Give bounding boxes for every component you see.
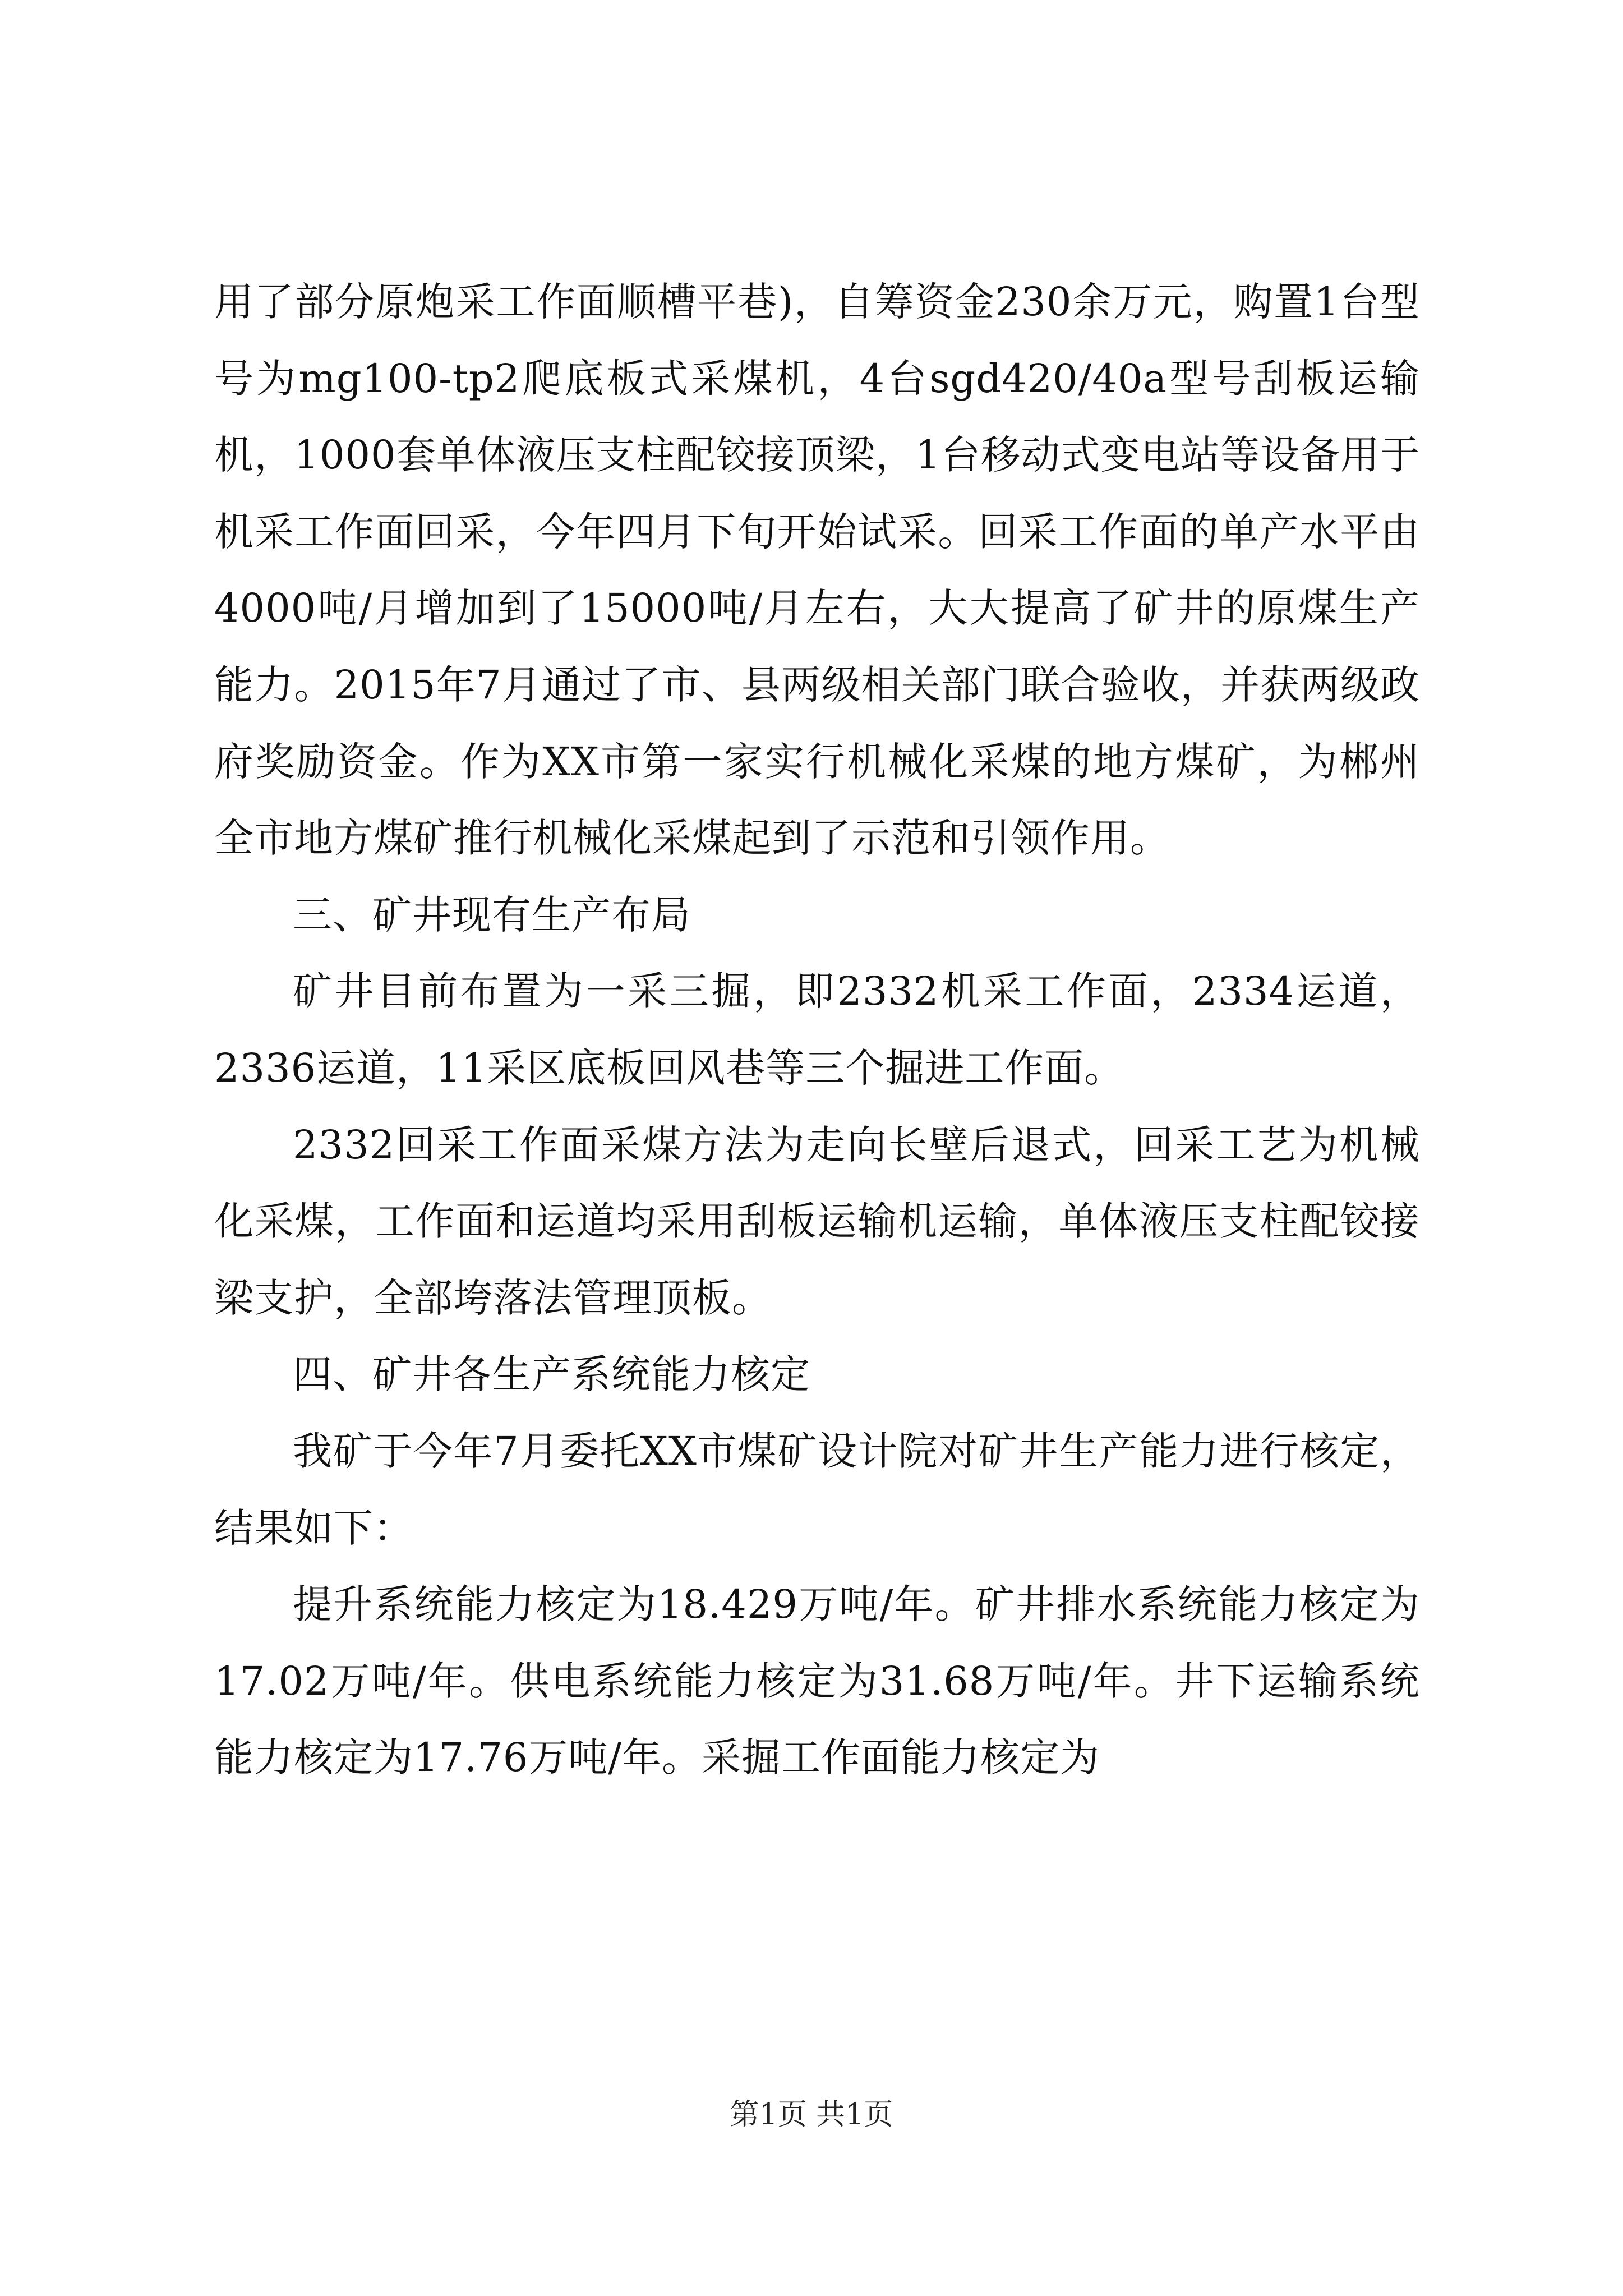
page-footer: 第1页 共1页 xyxy=(730,2098,893,2132)
document-body xyxy=(214,264,1420,1796)
paragraph-layout: 矿井目前布置为一采三掘，即2332机采工作面，2334运道，2336运道，11采区底板回风巷等三个掘进工作面。 xyxy=(214,968,1420,1091)
paragraph-continuation: 用了部分原炮采工作面顺槽平巷)，自筹资金230余万元，购置1台型号为mg100-tp2爬底板式采煤机，4台sgd420/40a型号刮板运输机，1000套单体液压支柱配铰接顶梁，1台移动式变电站等设备用于机采工作面回采，今年四月下旬开始试采。回采工作面的单产水平由4000吨/月增加到了15000吨/月左右，大大提高了矿井的原煤生产能力。2015年7月通过了市、县两级相关部门联合验收，并获两级政府奖励资金。作为XX市第一家实行机械化采煤的地方煤矿，为郴州全市地方煤矿推行机械化采煤起到了示范和引领作用。 xyxy=(214,279,1420,862)
section-heading-3: 三、矿井现有生产布局 xyxy=(293,891,691,938)
section-heading-4: 四、矿井各生产系统能力核定 xyxy=(293,1351,810,1398)
paragraph-mining-method: 2332回采工作面采煤方法为走向长壁后退式，回采工艺为机械化采煤，工作面和运道均采用刮板运输机运输，单体液压支柱配铰接梁支护，全部垮落法管理顶板。 xyxy=(214,1121,1420,1321)
paragraph-capacity-results: 提升系统能力核定为18.429万吨/年。矿井排水系统能力核定为17.02万吨/年。供电系统能力核定为31.68万吨/年。井下运输系统能力核定为17.76万吨/年。采掘工作面能力核定为 xyxy=(214,1581,1420,1781)
paragraph-capacity-intro: 我矿于今年7月委托XX市煤矿设计院对矿井生产能力进行核定，结果如下： xyxy=(214,1428,1420,1551)
